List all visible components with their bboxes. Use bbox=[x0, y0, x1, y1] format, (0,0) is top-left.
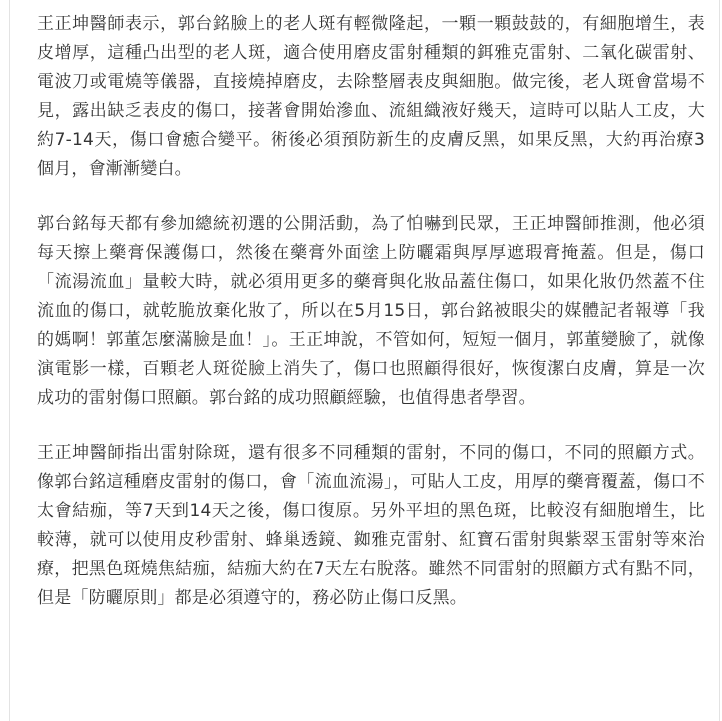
paragraph-1: 王正坤醫師表示，郭台銘臉上的老人斑有輕微隆起，一顆一顆鼓鼓的，有細胞增生，表皮增厚，這種凸出型的老人斑，適合使用磨皮雷射種類的鉺雅克雷射、二氧化碳雷射、電波刀或電燒等儀器，直接燒掉磨皮，去除整層表皮與細胞。做完後，老人斑會當場不見，露出缺乏表皮的傷口，接著會開始滲血、流組織液好幾天，這時可以貼人工皮，大約7-14天，傷口會癒合變平。術後必須預防新生的皮膚反黑，如果反黑，大約再治療3個月，會漸漸變白。 bbox=[37, 14, 705, 179]
article-frame bbox=[9, 0, 720, 721]
paragraph-2: 郭台銘每天都有參加總統初選的公開活動，為了怕嚇到民眾，王正坤醫師推測，他必須每天擦上藥膏保護傷口，然後在藥膏外面塗上防曬霜與厚厚遮瑕膏掩蓋。但是，傷口「流湯流血」量較大時，就必須用更多的藥膏與化妝品蓋住傷口，如果化妝仍然蓋不住流血的傷口，就乾脆放棄化妝了，所以在5月15日，郭台銘被眼尖的媒體記者報導「我的媽啊！郭董怎麼滿臉是血！」。王正坤說，不管如何，短短一個月，郭董變臉了，就像演電影一樣，百顆老人斑從臉上消失了，傷口也照顧得很好，恢復潔白皮膚，算是一次成功的雷射傷口照顧。郭台銘的成功照顧經驗，也值得患者學習。 bbox=[37, 214, 705, 408]
article-body bbox=[37, 10, 705, 613]
paragraph-3: 王正坤醫師指出雷射除斑，還有很多不同種類的雷射，不同的傷口，不同的照顧方式。像郭台銘這種磨皮雷射的傷口，會「流血流湯」，可貼人工皮，用厚的藥膏覆蓋，傷口不太會結痂，等7天到14天之後，傷口復原。另外平坦的黑色斑，比較沒有細胞增生，比較薄，就可以使用皮秒雷射、蜂巢透鏡、銣雅克雷射、紅寶石雷射與紫翠玉雷射等來治療，把黑色斑燒焦結痂，結痂大約在7天左右脫落。雖然不同雷射的照顧方式有點不同，但是「防曬原則」都是必須遵守的，務必防止傷口反黑。 bbox=[37, 443, 705, 608]
